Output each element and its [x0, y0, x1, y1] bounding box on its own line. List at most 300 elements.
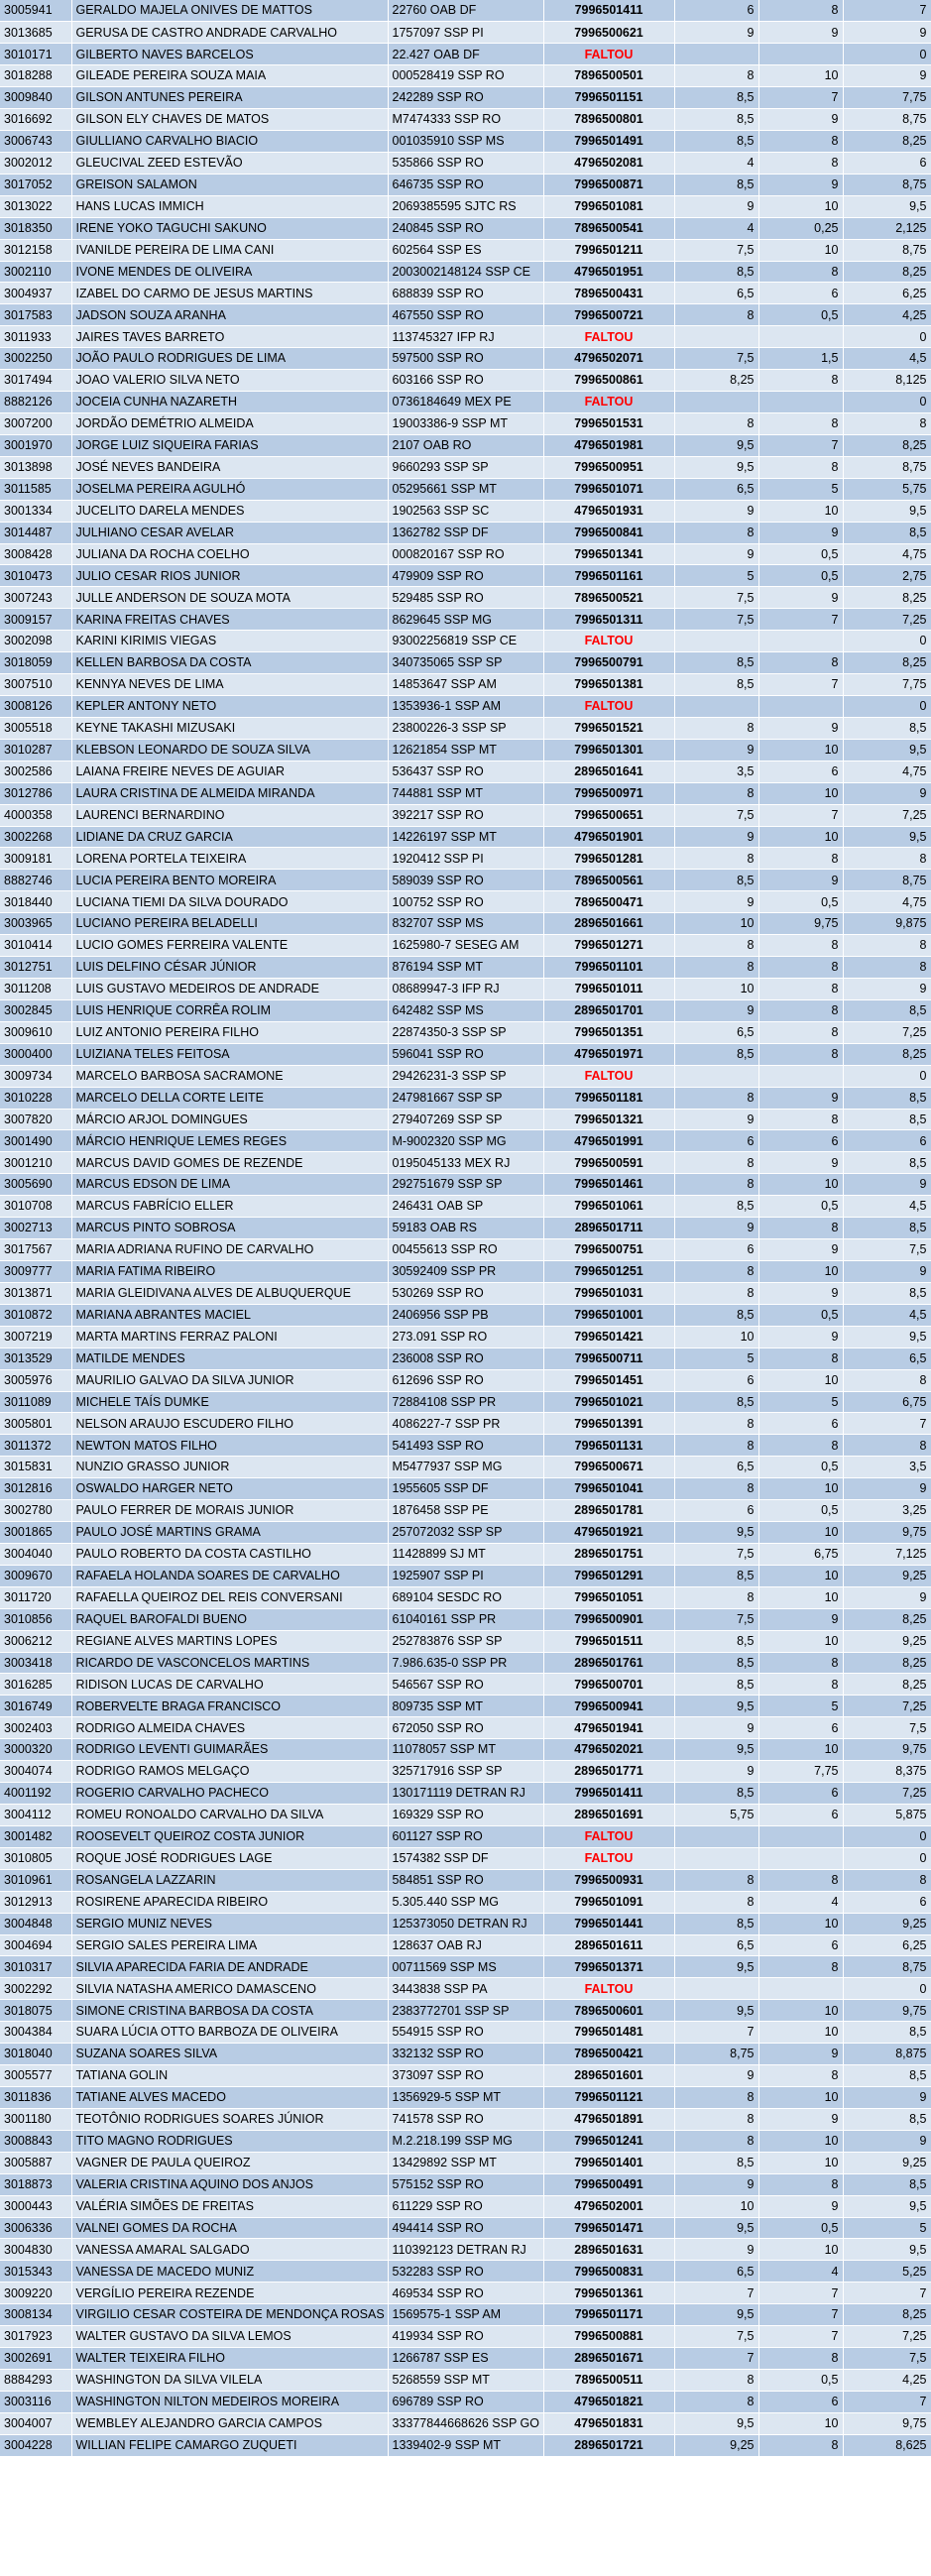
registration-number: 4796501971	[543, 1043, 674, 1065]
score-second: 8	[758, 131, 843, 153]
candidate-name: LAURENCI BERNARDINO	[71, 804, 388, 826]
score-second	[758, 696, 843, 718]
candidate-name: VALÉRIA SIMÕES DE FREITAS	[71, 2195, 388, 2217]
candidate-document: 33377844668626 SSP GO	[388, 2412, 543, 2434]
candidate-name: JULIANA DA ROCHA COELHO	[71, 543, 388, 565]
score-first: 6,5	[674, 1021, 758, 1043]
candidate-document: 601127 SSP RO	[388, 1825, 543, 1847]
registration-number: 7996501411	[543, 1783, 674, 1805]
score-first: 6,5	[674, 2261, 758, 2283]
score-first: 7,5	[674, 2326, 758, 2348]
final-average: 0	[843, 44, 931, 65]
table-row	[0, 0, 931, 22]
score-second: 10	[758, 2000, 843, 2022]
candidate-name: VANESSA AMARAL SALGADO	[71, 2239, 388, 2261]
score-first	[674, 1065, 758, 1087]
score-first: 8	[674, 957, 758, 979]
registration-number: FALTOU	[543, 631, 674, 652]
candidate-code: 3012913	[0, 1891, 71, 1913]
candidate-document: 05295661 SSP MT	[388, 478, 543, 500]
final-average: 9,875	[843, 913, 931, 935]
registration-number: 7996501211	[543, 239, 674, 261]
registration-number: 2896501711	[543, 1218, 674, 1239]
candidate-name: LUIZIANA TELES FEITOSA	[71, 1043, 388, 1065]
candidate-code: 3013685	[0, 22, 71, 44]
registration-number: 2896501771	[543, 1761, 674, 1783]
final-average: 8,5	[843, 2173, 931, 2195]
final-average: 8	[843, 957, 931, 979]
registration-number: FALTOU	[543, 696, 674, 718]
candidate-name: HANS LUCAS IMMICH	[71, 195, 388, 217]
table-row	[0, 565, 931, 587]
table-row	[0, 804, 931, 826]
final-average: 8,75	[843, 239, 931, 261]
candidate-code: 3011372	[0, 1435, 71, 1457]
candidate-code: 8882126	[0, 392, 71, 413]
candidate-code: 3006336	[0, 2217, 71, 2239]
candidate-document: 1266787 SSP ES	[388, 2348, 543, 2370]
final-average: 9,25	[843, 1913, 931, 1934]
score-first: 6,5	[674, 1457, 758, 1478]
candidate-name: JOÃO PAULO RODRIGUES DE LIMA	[71, 348, 388, 370]
registration-number: 7996500791	[543, 652, 674, 674]
candidate-code: 3015831	[0, 1457, 71, 1478]
candidate-document: 696789 SSP RO	[388, 2391, 543, 2412]
registration-number: 4796501981	[543, 434, 674, 456]
score-first: 8	[674, 1152, 758, 1174]
table-row	[0, 587, 931, 609]
candidate-code: 3009734	[0, 1065, 71, 1087]
score-second: 0,5	[758, 1304, 843, 1326]
candidate-document: 12621854 SSP MT	[388, 739, 543, 761]
score-second: 9	[758, 1608, 843, 1630]
candidate-document: 479909 SSP RO	[388, 565, 543, 587]
score-second: 7	[758, 674, 843, 696]
candidate-code: 3018059	[0, 652, 71, 674]
candidate-code: 3004040	[0, 1543, 71, 1565]
score-second: 1,5	[758, 348, 843, 370]
score-first: 8,5	[674, 1196, 758, 1218]
table-row	[0, 44, 931, 65]
score-first: 6	[674, 1239, 758, 1261]
candidate-name: LUIS DELFINO CÉSAR JÚNIOR	[71, 957, 388, 979]
final-average: 8,75	[843, 174, 931, 195]
registration-number: 2896501661	[543, 913, 674, 935]
registration-number: 7996501401	[543, 2152, 674, 2173]
score-second: 10	[758, 2239, 843, 2261]
score-second: 7	[758, 609, 843, 631]
candidate-name: ROOSEVELT QUEIROZ COSTA JUNIOR	[71, 1825, 388, 1847]
candidate-document: 1625980-7 SESEG AM	[388, 935, 543, 957]
score-first: 9	[674, 1717, 758, 1739]
candidate-document: 672050 SSP RO	[388, 1717, 543, 1739]
candidate-name: TITO MAGNO RODRIGUES	[71, 2130, 388, 2152]
score-second	[758, 1825, 843, 1847]
score-second: 8	[758, 999, 843, 1021]
candidate-name: JOSÉ NEVES BANDEIRA	[71, 456, 388, 478]
score-first: 8	[674, 1087, 758, 1109]
candidate-document: 1757097 SSP PI	[388, 22, 543, 44]
candidate-code: 3018040	[0, 2044, 71, 2065]
table-row	[0, 782, 931, 804]
table-row	[0, 2283, 931, 2304]
score-second: 8	[758, 1021, 843, 1043]
table-row	[0, 239, 931, 261]
candidate-code: 3002012	[0, 152, 71, 174]
registration-number: 4796501921	[543, 1522, 674, 1544]
final-average: 6	[843, 152, 931, 174]
registration-number: 7996501451	[543, 1369, 674, 1391]
registration-number: 7896500431	[543, 283, 674, 304]
final-average: 0	[843, 631, 931, 652]
score-second: 8	[758, 1869, 843, 1891]
final-average: 8,25	[843, 1652, 931, 1674]
table-row	[0, 1152, 931, 1174]
candidate-document: 1876458 SSP PE	[388, 1500, 543, 1522]
final-average: 0	[843, 392, 931, 413]
candidate-document: 273.091 SSP RO	[388, 1326, 543, 1347]
candidate-code: 3013022	[0, 195, 71, 217]
score-second: 8	[758, 848, 843, 870]
table-row	[0, 1196, 931, 1218]
candidate-name: WEMBLEY ALEJANDRO GARCIA CAMPOS	[71, 2412, 388, 2434]
final-average: 9,5	[843, 2195, 931, 2217]
score-first: 8	[674, 2130, 758, 2152]
score-second	[758, 44, 843, 65]
candidate-document: 7.986.635-0 SSP PR	[388, 1652, 543, 1674]
registration-number: 7896500801	[543, 109, 674, 131]
candidate-name: MÁRCIO ARJOL DOMINGUES	[71, 1109, 388, 1130]
final-average: 8	[843, 1369, 931, 1391]
score-second: 0,5	[758, 2217, 843, 2239]
score-first: 8,25	[674, 370, 758, 392]
final-average: 4,75	[843, 891, 931, 913]
candidate-name: LUCIANA TIEMI DA SILVA DOURADO	[71, 891, 388, 913]
candidate-code: 3001490	[0, 1130, 71, 1152]
registration-number: 7996501321	[543, 1109, 674, 1130]
table-row	[0, 891, 931, 913]
registration-number: FALTOU	[543, 392, 674, 413]
table-row	[0, 522, 931, 543]
score-second: 0,5	[758, 543, 843, 565]
final-average: 8,5	[843, 2022, 931, 2044]
candidate-name: JADSON SOUZA ARANHA	[71, 304, 388, 326]
candidate-name: GERUSA DE CASTRO ANDRADE CARVALHO	[71, 22, 388, 44]
registration-number: 4796502001	[543, 2195, 674, 2217]
table-row	[0, 2412, 931, 2434]
score-second: 8	[758, 935, 843, 957]
registration-number: 7996501531	[543, 413, 674, 435]
table-row	[0, 1478, 931, 1500]
score-first: 7,5	[674, 1608, 758, 1630]
score-first: 9	[674, 2173, 758, 2195]
candidate-document: 001035910 SSP MS	[388, 131, 543, 153]
registration-number: 7996500711	[543, 1347, 674, 1369]
candidate-name: LAURA CRISTINA DE ALMEIDA MIRANDA	[71, 782, 388, 804]
score-first: 6,5	[674, 283, 758, 304]
table-row	[0, 1391, 931, 1413]
table-row	[0, 1783, 931, 1805]
candidate-code: 3002691	[0, 2348, 71, 2370]
candidate-name: SERGIO SALES PEREIRA LIMA	[71, 1934, 388, 1956]
score-second: 10	[758, 65, 843, 87]
score-second: 7	[758, 804, 843, 826]
candidate-document: 61040161 SSP PR	[388, 1608, 543, 1630]
candidate-code: 3003418	[0, 1652, 71, 1674]
candidate-name: WASHINGTON DA SILVA VILELA	[71, 2369, 388, 2391]
candidate-document: 325717916 SSP SP	[388, 1761, 543, 1783]
score-first: 7,5	[674, 587, 758, 609]
candidate-document: M.2.218.199 SSP MG	[388, 2130, 543, 2152]
score-first: 6	[674, 1369, 758, 1391]
score-first: 8,5	[674, 1565, 758, 1586]
registration-number: 7996500871	[543, 174, 674, 195]
score-first: 9,5	[674, 2000, 758, 2022]
candidate-code: 3016749	[0, 1696, 71, 1717]
score-first: 7	[674, 2348, 758, 2370]
registration-number: 4796502081	[543, 152, 674, 174]
candidate-name: RAFAELA HOLANDA SOARES DE CARVALHO	[71, 1565, 388, 1586]
registration-number: 7996500971	[543, 782, 674, 804]
score-first: 8,5	[674, 1630, 758, 1652]
candidate-document: 08689947-3 IFP RJ	[388, 978, 543, 999]
candidate-document: 1339402-9 SSP MT	[388, 2434, 543, 2456]
registration-number: FALTOU	[543, 1847, 674, 1869]
registration-number: 7996501491	[543, 131, 674, 153]
candidate-document: 419934 SSP RO	[388, 2326, 543, 2348]
candidate-document: 541493 SSP RO	[388, 1435, 543, 1457]
score-first: 6	[674, 1130, 758, 1152]
candidate-name: RODRIGO LEVENTI GUIMARÃES	[71, 1739, 388, 1761]
final-average: 8,625	[843, 2434, 931, 2456]
registration-number: 2896501631	[543, 2239, 674, 2261]
candidate-code: 3008843	[0, 2130, 71, 2152]
table-row	[0, 957, 931, 979]
score-first: 9	[674, 891, 758, 913]
score-first: 8	[674, 1174, 758, 1196]
candidate-document: 546567 SSP RO	[388, 1674, 543, 1696]
candidate-document: 72884108 SSP PR	[388, 1391, 543, 1413]
score-second: 5	[758, 478, 843, 500]
candidate-code: 3011089	[0, 1391, 71, 1413]
final-average: 8,25	[843, 261, 931, 283]
score-second: 8	[758, 2065, 843, 2087]
candidate-code: 8882746	[0, 870, 71, 891]
candidate-name: MARIA FATIMA RIBEIRO	[71, 1260, 388, 1282]
score-first: 8,5	[674, 652, 758, 674]
score-second: 5	[758, 1696, 843, 1717]
final-average: 9,5	[843, 739, 931, 761]
table-row	[0, 1413, 931, 1435]
score-second: 10	[758, 2087, 843, 2109]
score-first: 10	[674, 913, 758, 935]
final-average: 8	[843, 1435, 931, 1457]
registration-number: 7996501071	[543, 478, 674, 500]
table-row	[0, 1304, 931, 1326]
score-second: 10	[758, 1260, 843, 1282]
registration-number: 7996501511	[543, 1630, 674, 1652]
score-first: 8	[674, 2087, 758, 2109]
candidate-document: 688839 SSP RO	[388, 283, 543, 304]
score-second: 9	[758, 174, 843, 195]
registration-number: 7996501291	[543, 1565, 674, 1586]
score-first	[674, 696, 758, 718]
candidate-code: 3005690	[0, 1174, 71, 1196]
score-first: 9,5	[674, 2217, 758, 2239]
candidate-document: 9660293 SSP SP	[388, 456, 543, 478]
score-first	[674, 1978, 758, 2000]
table-row	[0, 1043, 931, 1065]
registration-number: 7996500941	[543, 1696, 674, 1717]
candidate-code: 3007510	[0, 674, 71, 696]
candidate-name: LUIZ ANTONIO PEREIRA FILHO	[71, 1021, 388, 1043]
table-row	[0, 2152, 931, 2173]
score-first: 9	[674, 1761, 758, 1783]
final-average: 7,25	[843, 609, 931, 631]
final-average: 9	[843, 1174, 931, 1196]
registration-number: 7996501051	[543, 1586, 674, 1608]
final-average: 7	[843, 2391, 931, 2412]
registration-number: FALTOU	[543, 1825, 674, 1847]
final-average: 7,25	[843, 804, 931, 826]
score-second: 6	[758, 1130, 843, 1152]
candidate-code: 3012751	[0, 957, 71, 979]
score-second: 0,25	[758, 217, 843, 239]
candidate-document: 876194 SSP MT	[388, 957, 543, 979]
candidate-document: 530269 SSP RO	[388, 1282, 543, 1304]
final-average: 8	[843, 1869, 931, 1891]
registration-number: 7996501471	[543, 2217, 674, 2239]
final-average: 4,5	[843, 348, 931, 370]
candidate-code: 3017052	[0, 174, 71, 195]
candidate-name: PAULO FERRER DE MORAIS JUNIOR	[71, 1500, 388, 1522]
candidate-code: 3004848	[0, 1913, 71, 1934]
candidate-document: 14853647 SSP AM	[388, 674, 543, 696]
candidate-document: 130171119 DETRAN RJ	[388, 1783, 543, 1805]
candidate-document: 19003386-9 SSP MT	[388, 413, 543, 435]
table-row	[0, 109, 931, 131]
registration-number: 7996501351	[543, 1021, 674, 1043]
candidate-name: WILLIAN FELIPE CAMARGO ZUQUETI	[71, 2434, 388, 2456]
score-second: 9	[758, 22, 843, 44]
score-first: 5	[674, 1347, 758, 1369]
table-row	[0, 2434, 931, 2456]
candidate-document: 1353936-1 SSP AM	[388, 696, 543, 718]
final-average: 6,5	[843, 1347, 931, 1369]
score-first	[674, 1825, 758, 1847]
candidate-code: 3013871	[0, 1282, 71, 1304]
candidate-code: 3002268	[0, 826, 71, 848]
candidate-document: 642482 SSP MS	[388, 999, 543, 1021]
table-row	[0, 2239, 931, 2261]
table-row	[0, 2173, 931, 2195]
score-second: 9	[758, 522, 843, 543]
score-first: 6	[674, 1500, 758, 1522]
registration-number: 7996501241	[543, 2130, 674, 2152]
table-row	[0, 2044, 931, 2065]
candidate-code: 3017567	[0, 1239, 71, 1261]
score-first: 8,5	[674, 1304, 758, 1326]
table-row	[0, 65, 931, 87]
candidate-name: VIRGILIO CESAR COSTEIRA DE MENDONÇA ROSAS	[71, 2304, 388, 2326]
final-average: 7,5	[843, 1239, 931, 1261]
score-second: 9	[758, 1087, 843, 1109]
candidate-name: LAIANA FREIRE NEVES DE AGUIAR	[71, 761, 388, 782]
candidate-name: ROSIRENE APARECIDA RIBEIRO	[71, 1891, 388, 1913]
candidate-name: JOSELMA PEREIRA AGULHÓ	[71, 478, 388, 500]
candidate-document: 1569575-1 SSP AM	[388, 2304, 543, 2326]
score-first: 8,5	[674, 674, 758, 696]
candidate-code: 3009610	[0, 1021, 71, 1043]
candidate-document: 8629645 SSP MG	[388, 609, 543, 631]
registration-number: 4796501831	[543, 2412, 674, 2434]
score-first: 8	[674, 304, 758, 326]
candidate-document: 247981667 SSP SP	[388, 1087, 543, 1109]
score-second: 6	[758, 1783, 843, 1805]
candidate-name: TEOTÔNIO RODRIGUES SOARES JÚNIOR	[71, 2108, 388, 2130]
registration-number: 7996500491	[543, 2173, 674, 2195]
registration-number: 7996501181	[543, 1087, 674, 1109]
registration-number: 2896501601	[543, 2065, 674, 2087]
score-first: 7,5	[674, 804, 758, 826]
score-first: 7,5	[674, 609, 758, 631]
final-average: 7,25	[843, 2326, 931, 2348]
table-row	[0, 978, 931, 999]
final-average: 9	[843, 22, 931, 44]
candidate-document: 292751679 SSP SP	[388, 1174, 543, 1196]
final-average: 9,25	[843, 2152, 931, 2173]
candidate-document: M5477937 SSP MG	[388, 1457, 543, 1478]
score-first	[674, 631, 758, 652]
final-average: 4,5	[843, 1196, 931, 1218]
final-average: 6	[843, 1891, 931, 1913]
score-first	[674, 326, 758, 348]
score-first: 8	[674, 848, 758, 870]
candidate-code: 3007200	[0, 413, 71, 435]
score-second: 10	[758, 1369, 843, 1391]
candidate-code: 3008428	[0, 543, 71, 565]
score-first: 8	[674, 1435, 758, 1457]
candidate-document: 0195045133 MEX RJ	[388, 1152, 543, 1174]
final-average: 8,25	[843, 1608, 931, 1630]
registration-number: 7996501091	[543, 1891, 674, 1913]
score-second: 8	[758, 1043, 843, 1065]
candidate-code: 3010473	[0, 565, 71, 587]
score-second: 7	[758, 2304, 843, 2326]
candidate-document: 22874350-3 SSP SP	[388, 1021, 543, 1043]
candidate-code: 3012158	[0, 239, 71, 261]
candidate-document: 2107 OAB RO	[388, 434, 543, 456]
candidate-name: JULLE ANDERSON DE SOUZA MOTA	[71, 587, 388, 609]
score-second: 10	[758, 2022, 843, 2044]
table-row	[0, 2130, 931, 2152]
candidate-code: 3001865	[0, 1522, 71, 1544]
candidate-code: 3004228	[0, 2434, 71, 2456]
registration-number: FALTOU	[543, 1978, 674, 2000]
candidate-name: ROQUE JOSÉ RODRIGUES LAGE	[71, 1847, 388, 1869]
final-average: 8,5	[843, 2108, 931, 2130]
table-row	[0, 1891, 931, 1913]
candidate-code: 3018440	[0, 891, 71, 913]
score-second: 8	[758, 1109, 843, 1130]
table-row	[0, 1652, 931, 1674]
candidate-code: 3018288	[0, 65, 71, 87]
candidate-code: 3011208	[0, 978, 71, 999]
score-first: 8,5	[674, 1391, 758, 1413]
candidate-document: 252783876 SSP SP	[388, 1630, 543, 1652]
candidate-code: 4001192	[0, 1783, 71, 1805]
registration-number: 7996500881	[543, 2326, 674, 2348]
